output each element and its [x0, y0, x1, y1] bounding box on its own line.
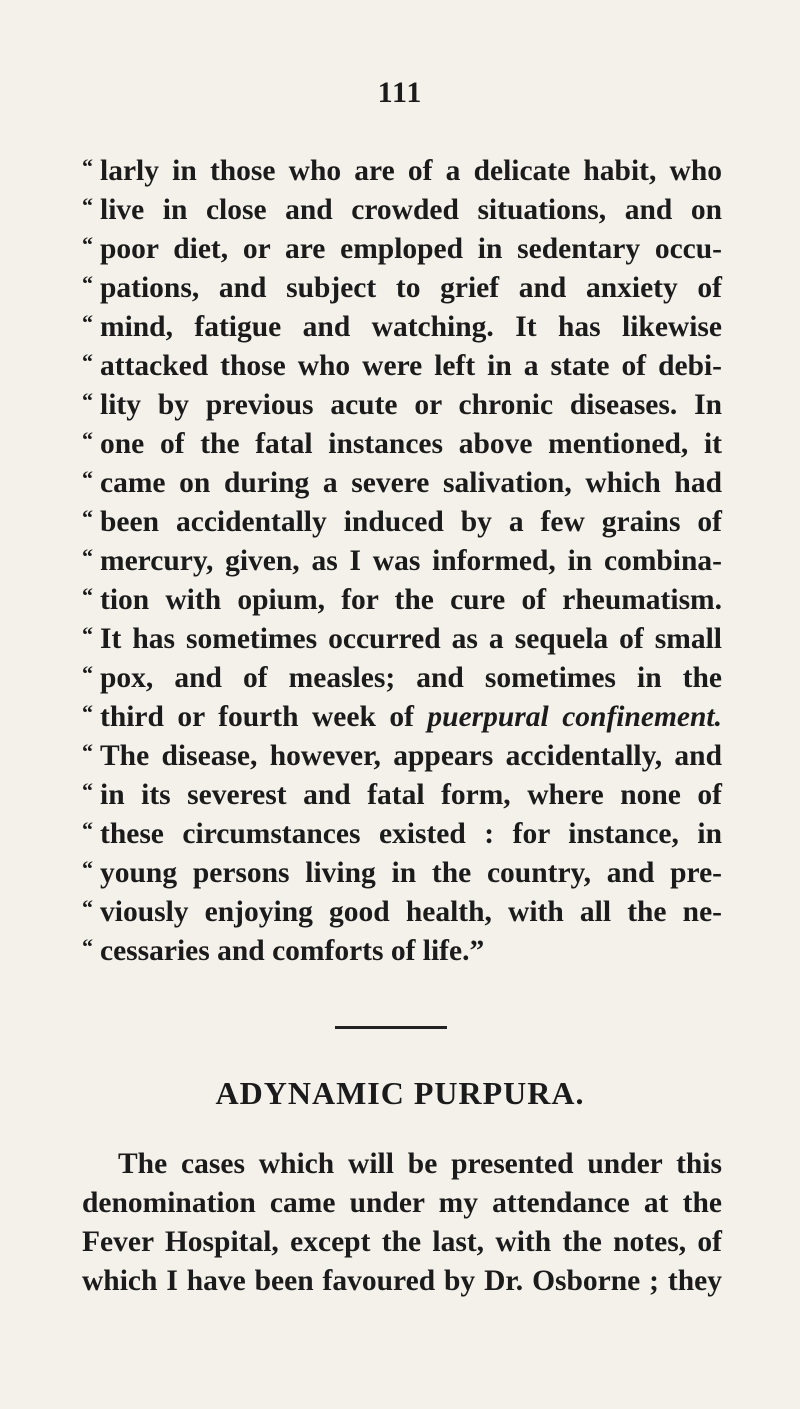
page-number: 111	[377, 76, 423, 109]
quote-line: “ third or fourth week of puerpural confinement.	[82, 700, 723, 733]
quote-mark: “	[82, 817, 93, 842]
quote-mark: “	[82, 310, 93, 335]
quote-mark: “	[82, 154, 93, 179]
section-heading: ADYNAMIC PURPURA.	[215, 1075, 585, 1111]
body-line: denomination came under my attendance at the	[82, 1187, 722, 1219]
quote-line: “ in its severest and fatal form, where none of	[82, 778, 722, 811]
quote-mark: “	[82, 349, 93, 374]
quote-line: “ tion with opium, for the cure of rheumatism.	[82, 583, 722, 616]
quote-line: “ came on during a severe salivation, which had	[82, 466, 722, 499]
quote-mark: “	[82, 388, 93, 413]
quote-mark: “	[82, 661, 93, 686]
quote-line: “ cessaries and comforts of life.”	[82, 934, 485, 967]
quote-line: “ one of the fatal instances above mentioned, it	[82, 427, 722, 460]
quote-line: “ mercury, given, as I was informed, in combina-	[82, 544, 722, 577]
body-line: The cases which will be presented under this	[118, 1148, 722, 1180]
quote-mark: “	[82, 700, 93, 725]
body-line: which I have been favoured by Dr. Osborne ; they	[82, 1265, 722, 1297]
body-line: Fever Hospital, except the last, with the notes, of	[82, 1226, 722, 1258]
quote-mark: “	[82, 427, 93, 452]
italic-phrase: puerpural confinement.	[427, 701, 723, 733]
quote-line: “ It has sometimes occurred as a sequela of small	[82, 622, 722, 655]
quote-mark: “	[82, 895, 93, 920]
quote-mark: “	[82, 466, 93, 491]
quote-mark: “	[82, 622, 93, 647]
quote-mark: “	[82, 583, 93, 608]
quote-line: “ been accidentally induced by a few grains of	[82, 505, 722, 538]
quote-line: “ young persons living in the country, and pre-	[82, 856, 722, 889]
quote-line: “ viously enjoying good health, with all the ne-	[82, 895, 722, 928]
quote-mark: “	[82, 505, 93, 530]
quoted-passage	[82, 152, 722, 971]
quote-line: “ live in close and crowded situations, and on	[82, 193, 722, 226]
quote-mark: “	[82, 778, 93, 803]
quote-line: “ lity by previous acute or chronic diseases. In	[82, 388, 722, 421]
quote-line: “ The disease, however, appears accidentally, and	[82, 739, 722, 772]
quote-mark: “	[82, 232, 93, 257]
quote-mark: “	[82, 856, 93, 881]
quote-line: “ pations, and subject to grief and anxiety of	[82, 271, 722, 304]
quote-mark: “	[82, 544, 93, 569]
quote-line: “ poor diet, or are emploped in sedentary occu-	[82, 232, 722, 265]
quote-mark: “	[82, 739, 93, 764]
quote-line: “ these circumstances existed : for instance, in	[82, 817, 722, 850]
quote-line: “ mind, fatigue and watching. It has likewise	[82, 310, 722, 343]
quote-line: “ attacked those who were left in a state of debi-	[82, 349, 722, 382]
quote-mark: “	[82, 271, 93, 296]
section-body	[82, 1145, 722, 1301]
quote-line: “ larly in those who are of a delicate habit, who	[82, 154, 722, 187]
quote-line: “ pox, and of measles; and sometimes in the	[82, 661, 722, 694]
quote-mark: “	[82, 193, 93, 218]
section-divider	[335, 1026, 447, 1029]
quote-mark: “	[82, 934, 93, 959]
